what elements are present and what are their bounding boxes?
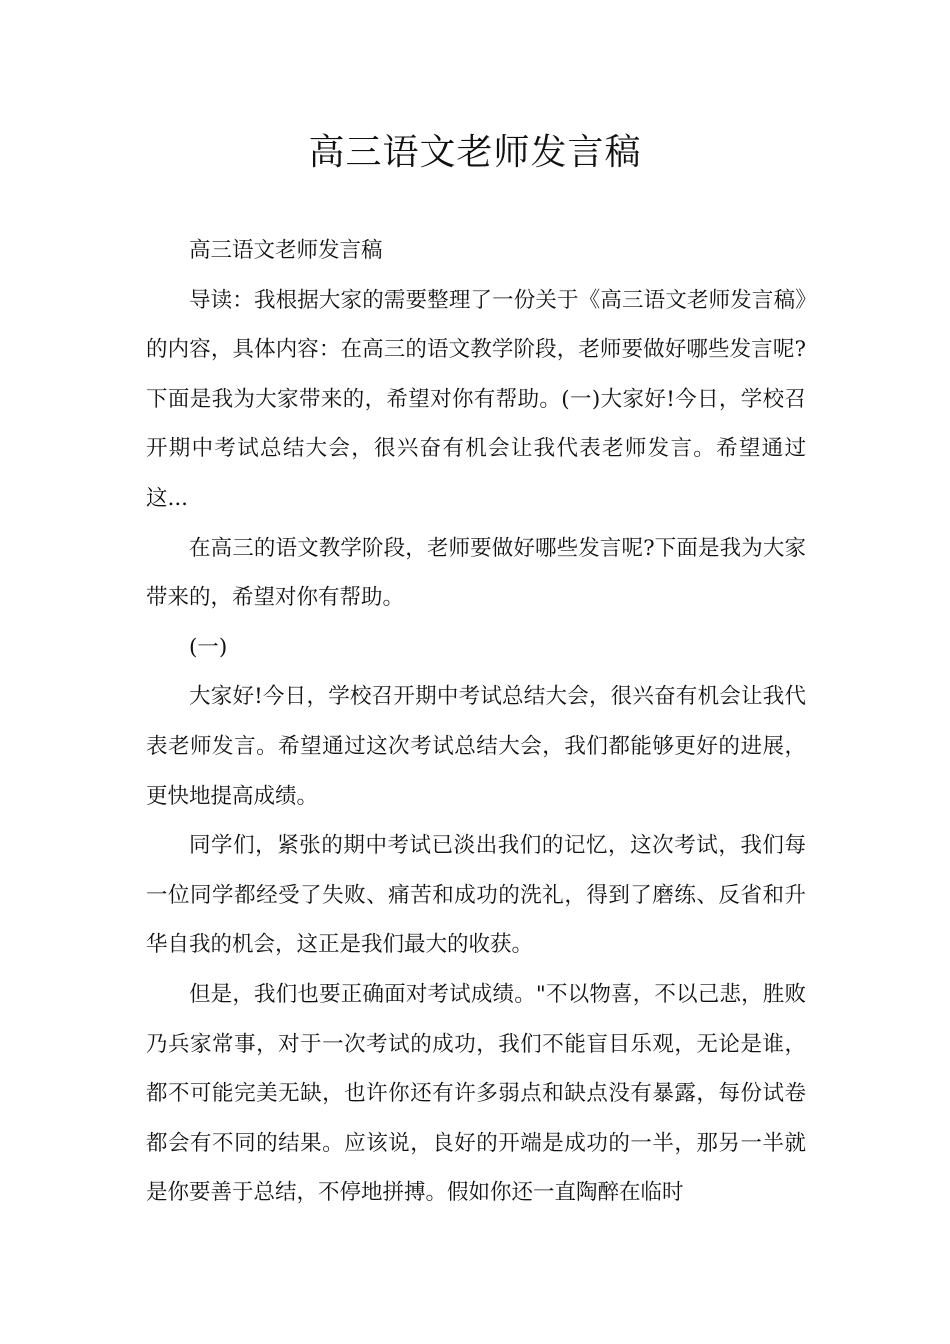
section-marker: (一) (189, 634, 228, 660)
paragraph: 但是，我们也要正确面对考试成绩。"不以物喜，不以己悲，胜败乃兵家常事，对于一次考试的成功，我们不能盲目乐观，无论是谁，都不可能完美无缺，也许你还有许多弱点和缺点没有暴露，每份试卷都会有不同的结果。应该说，良好的开端是成功的一半，那另一半就是你要善于总结，不停地拼搏。假如你还一直陶醉在临时 (146, 981, 806, 1206)
paragraph: 大家好!今日，学校召开期中考试总结大会，很兴奋有机会让我代表老师发言。希望通过这次考试总结大会，我们都能够更好的进展，更快地提高成绩。 (146, 684, 806, 809)
document-title: 高三语文老师发言稿 (308, 132, 642, 173)
document-body (146, 226, 806, 1218)
paragraph: 在高三的语文教学阶段，老师要做好哪些发言呢?下面是我为大家带来的，希望对你有帮助。 (146, 535, 806, 611)
paragraph: 同学们，紧张的期中考试已淡出我们的记忆，这次考试，我们每一位同学都经受了失败、痛苦和成功的洗礼，得到了磨练、反省和升华自我的机会，这正是我们最大的收获。 (146, 833, 806, 958)
paragraph-intro: 导读：我根据大家的需要整理了一份关于《高三语文老师发言稿》的内容，具体内容：在高三的语文教学阶段，老师要做好哪些发言呢?下面是我为大家带来的，希望对你有帮助。(一)大家好!今日，学校召开期中考试总结大会，很兴奋有机会让我代表老师发言。希望通过这... (146, 287, 806, 511)
paragraph-heading: 高三语文老师发言稿 (189, 238, 383, 263)
